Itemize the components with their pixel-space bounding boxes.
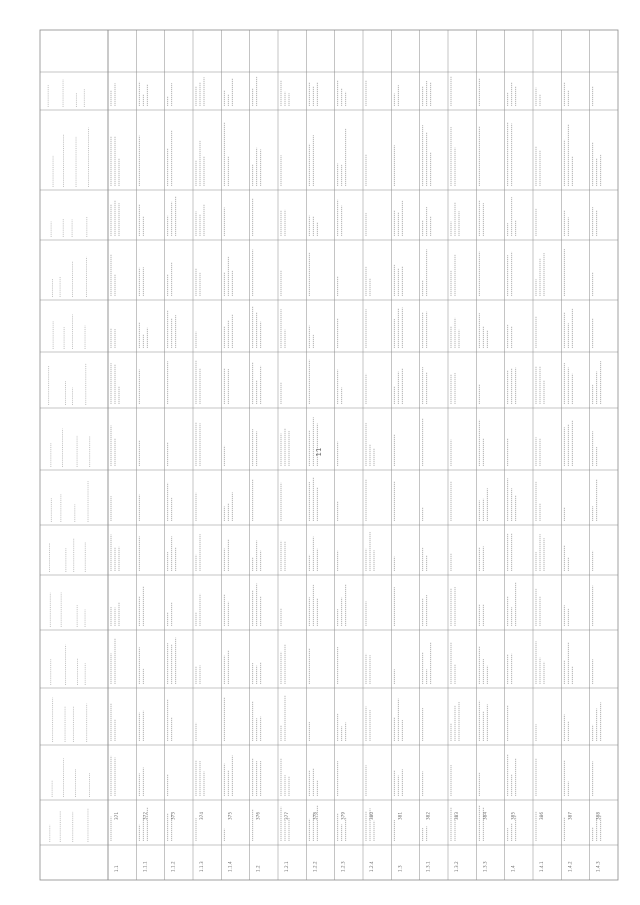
row-id: 373 — [170, 812, 176, 820]
row-id: 380 — [368, 812, 374, 820]
row-code: 1.2.2 — [312, 861, 318, 872]
row-code: 1.3.2 — [453, 861, 459, 872]
page-number: 11 — [315, 447, 323, 457]
row-code: 1.1.2 — [170, 861, 176, 872]
row-id: 377 — [283, 812, 289, 820]
row-id: 372 — [142, 812, 148, 820]
row-code: 1.1 — [113, 865, 119, 872]
row-code: 1.3.3 — [482, 861, 488, 872]
row-id: 387 — [567, 812, 573, 820]
row-code: 1.1.1 — [142, 861, 148, 872]
row-id: 381 — [397, 812, 403, 820]
row-code: 1.1.3 — [198, 861, 204, 872]
row-id: 385 — [510, 812, 516, 820]
row-code: 1.2.3 — [340, 861, 346, 872]
row-id: 378 — [312, 812, 318, 820]
row-id: 384 — [482, 812, 488, 820]
row-id: 383 — [453, 812, 459, 820]
row-code: 1.2.4 — [368, 861, 374, 872]
row-code: 1.2 — [255, 865, 261, 872]
row-id: 371 — [113, 812, 119, 820]
row-code: 1.4.1 — [538, 861, 544, 872]
row-code: 1.1.4 — [227, 861, 233, 872]
row-id: 374 — [198, 812, 204, 820]
row-code: 1.2.1 — [283, 861, 289, 872]
row-id: 379 — [340, 812, 346, 820]
row-id: 386 — [538, 812, 544, 820]
row-code: 1.4.2 — [567, 861, 573, 872]
row-code: 1.3 — [397, 865, 403, 872]
row-id: 382 — [425, 812, 431, 820]
row-id: 375 — [227, 812, 233, 820]
table-frame — [40, 30, 618, 880]
row-code: 1.4.3 — [595, 861, 601, 872]
row-id: 376 — [255, 812, 261, 820]
row-id: 388 — [595, 812, 601, 820]
row-code: 1.4 — [510, 865, 516, 872]
row-code: 1.3.1 — [425, 861, 431, 872]
